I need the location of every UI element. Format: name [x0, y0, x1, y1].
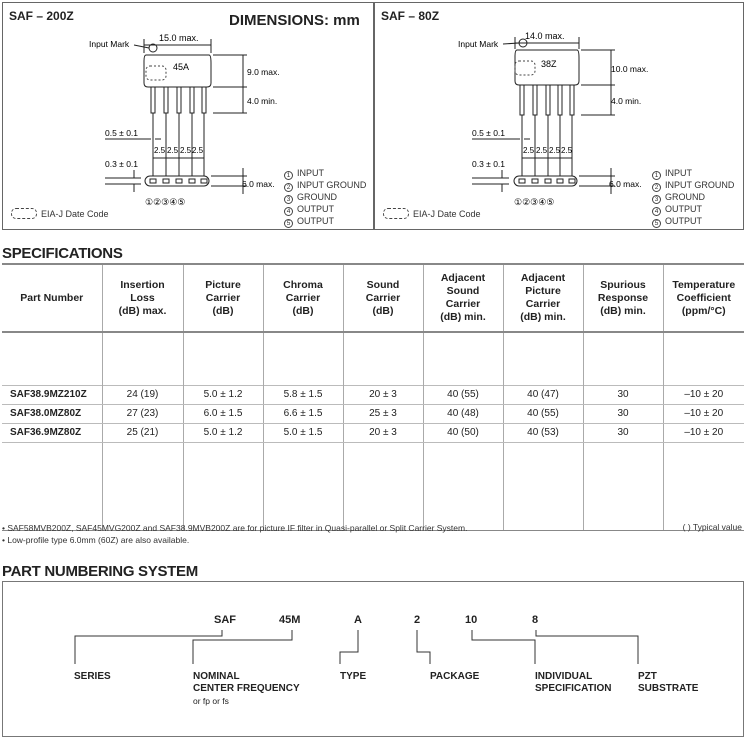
- svg-text:2.5: 2.5: [549, 146, 561, 155]
- panel-title: SAF – 80Z: [381, 9, 440, 23]
- table-row: SAF38.9MZ210Z 24 (19) 5.0 ± 1.2 5.8 ± 1.5 20 ± 3 40 (55) 40 (47) 30 –10 ± 20: [2, 385, 744, 404]
- lead-thick-text: 0.3 ± 0.1: [105, 159, 139, 169]
- svg-text:2.5: 2.5: [536, 146, 548, 155]
- column-header: Chroma Carrier (dB): [263, 264, 343, 332]
- note-line: • Low-profile type 6.0mm (60Z) are also available.: [2, 535, 190, 545]
- pn-code-spec: 10: [465, 614, 478, 626]
- date-code-legend: EIA-J Date Code: [11, 208, 109, 219]
- column-header: Adjacent Picture Carrier (dB) min.: [503, 264, 583, 332]
- typical-value-note: ( ) Typical value: [682, 522, 742, 532]
- pin-legend: 1 INPUT 2 INPUT GROUND 3 GROUND 4 OUTPUT 5 OUTPUT: [284, 168, 366, 228]
- lead-dim-text: 4.0 min.: [611, 96, 642, 106]
- column-header: Part Number: [2, 264, 102, 332]
- svg-text:2.5: 2.5: [154, 146, 166, 155]
- pn-label-substrate: PZT SUBSTRATE: [638, 671, 699, 694]
- pn-code-package: 2: [414, 614, 421, 626]
- specifications-table: [2, 263, 744, 531]
- width-dim-text: 15.0 max.: [159, 33, 199, 43]
- input-mark-label: Input Mark: [89, 39, 130, 49]
- leads: [151, 87, 206, 178]
- height-dim-text: 9.0 max.: [247, 67, 280, 77]
- marking-text: 45A: [173, 62, 190, 72]
- marking-text: 38Z: [541, 59, 557, 69]
- dimensions-title: DIMENSIONS: mm: [229, 12, 360, 29]
- input-mark-label: Input Mark: [458, 39, 499, 49]
- note-line: • SAF58MVB200Z, SAF45MVG200Z and SAF38.9MVB200Z are for picture IF filter in Quasi-parallel or Split Carrier System.: [2, 523, 468, 533]
- column-header: Spurious Response (dB) min.: [583, 264, 663, 332]
- lead-thick-text: 0.3 ± 0.1: [472, 159, 506, 169]
- svg-text:2.5: 2.5: [192, 146, 204, 155]
- dimension-panel-saf-80z: [374, 2, 744, 230]
- pn-label-package: PACKAGE: [430, 671, 480, 682]
- pn-code-frequency: 45M: [279, 614, 301, 626]
- width-dim-text: 14.0 max.: [525, 31, 565, 41]
- column-header: Adjacent Sound Carrier (dB) min.: [423, 264, 503, 332]
- table-row: SAF38.0MZ80Z 27 (23) 6.0 ± 1.5 6.6 ± 1.5 25 ± 3 40 (48) 40 (55) 30 –10 ± 20: [2, 404, 744, 423]
- dimension-panel-saf-200z: [2, 2, 374, 230]
- pn-code-type: A: [354, 614, 362, 626]
- svg-text:2.5: 2.5: [523, 146, 535, 155]
- lead-dim-text: 4.0 min.: [247, 96, 278, 106]
- bottom-dim-text: 6.0 max.: [242, 179, 275, 189]
- specifications-title: SPECIFICATIONS: [2, 245, 123, 262]
- part-numbering-title: PART NUMBERING SYSTEM: [2, 563, 198, 580]
- table-row: SAF36.9MZ80Z 25 (21) 5.0 ± 1.2 5.0 ± 1.5 20 ± 3 40 (50) 40 (53) 30 –10 ± 20: [2, 423, 744, 442]
- pn-label-spec: INDIVIDUAL SPECIFICATION: [535, 671, 612, 694]
- leads: [520, 85, 574, 178]
- pin-legend: 1 INPUT 2 INPUT GROUND 3 GROUND 4 OUTPUT 5 OUTPUT: [652, 168, 734, 228]
- pn-code-substrate: 8: [532, 614, 539, 626]
- pin-numbers: ①②③④⑤: [145, 197, 186, 207]
- column-header: Insertion Loss (dB) max.: [102, 264, 183, 332]
- pn-code-series: SAF: [214, 614, 236, 626]
- pin-numbers: ①②③④⑤: [514, 197, 555, 207]
- panel-title: SAF – 200Z: [9, 9, 74, 23]
- column-header: Temperature Coefficient (ppm/°C): [663, 264, 744, 332]
- lead-width-text: 0.5 ± 0.1: [105, 128, 139, 138]
- lead-width-text: 0.5 ± 0.1: [472, 128, 506, 138]
- svg-text:2.5: 2.5: [167, 146, 179, 155]
- pn-label-type: TYPE: [340, 671, 367, 682]
- date-code-legend: EIA-J Date Code: [383, 208, 481, 219]
- bottom-view: [145, 176, 209, 186]
- column-header: Picture Carrier (dB): [183, 264, 263, 332]
- pn-label-series: SERIES: [74, 671, 111, 682]
- part-numbering-box: [2, 581, 744, 737]
- table-header-row: [2, 264, 744, 332]
- svg-text:2.5: 2.5: [180, 146, 192, 155]
- svg-text:2.5: 2.5: [561, 146, 573, 155]
- bottom-dim-text: 6.0 max.: [609, 179, 642, 189]
- spec-notes: [2, 522, 744, 546]
- pn-sub-note: or fp or fs: [193, 696, 229, 706]
- column-header: Sound Carrier (dB): [343, 264, 423, 332]
- height-dim-text: 10.0 max.: [611, 64, 649, 74]
- dashed-box-icon: [383, 208, 409, 219]
- pn-label-frequency: NOMINAL CENTER FREQUENCY: [193, 671, 300, 694]
- dashed-box-icon: [11, 208, 37, 219]
